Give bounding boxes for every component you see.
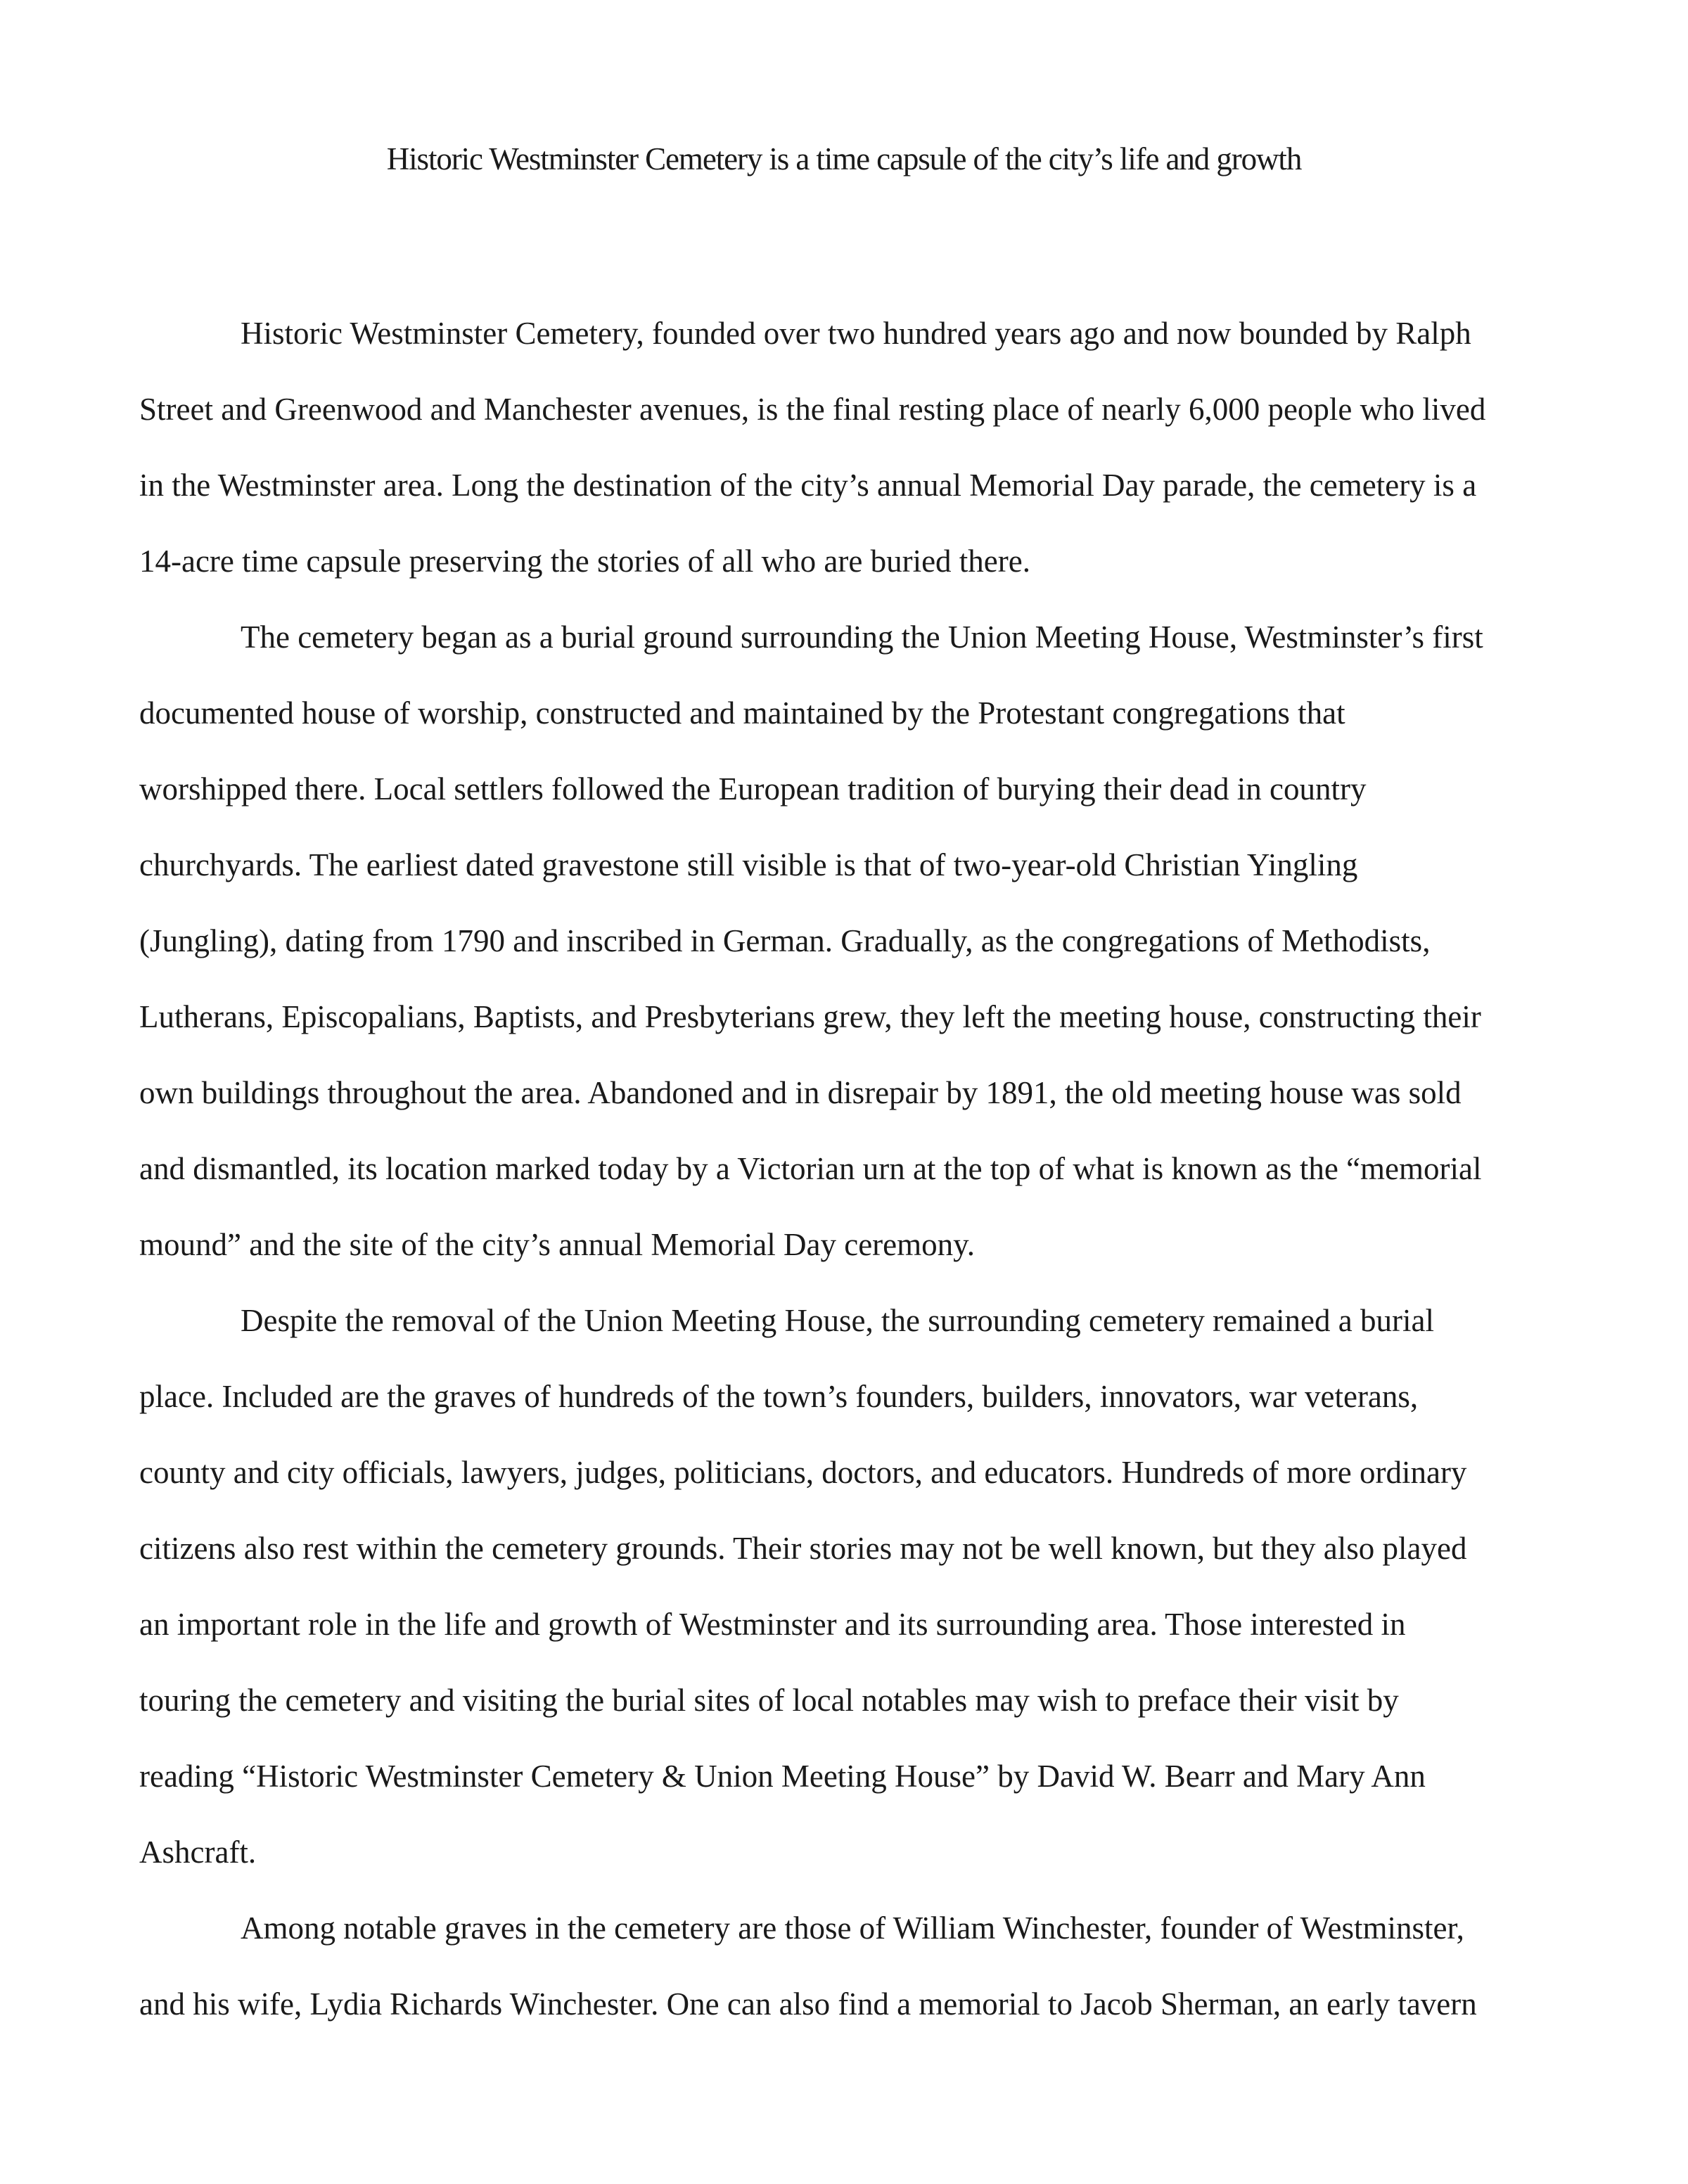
- paragraph-2-line-4: churchyards. The earliest dated gravestone still visible is that of two-year-old Christian Yingling: [139, 847, 1358, 882]
- paragraph-2-line-1: The cemetery began as a burial ground surrounding the Union Meeting House, Westminster’s first: [241, 619, 1483, 655]
- paragraph-2-line-9: mound” and the site of the city’s annual Memorial Day ceremony.: [139, 1227, 975, 1262]
- paragraph-3-line-6: touring the cemetery and visiting the burial sites of local notables may wish to preface their visit by: [139, 1683, 1399, 1718]
- paragraph-2-line-6: Lutherans, Episcopalians, Baptists, and Presbyterians grew, they left the meeting house, constructing their: [139, 999, 1481, 1034]
- paragraph-2-line-8: and dismantled, its location marked today by a Victorian urn at the top of what is known as the “memorial: [139, 1151, 1482, 1186]
- paragraph-3-line-2: place. Included are the graves of hundreds of the town’s founders, builders, innovators, war veterans,: [139, 1379, 1419, 1414]
- paragraph-3-line-7: reading “Historic Westminster Cemetery & Union Meeting House” by David W. Bearr and Mary Ann: [139, 1759, 1426, 1794]
- paragraph-4-line-2: and his wife, Lydia Richards Winchester. One can also find a memorial to Jacob Sherman, an early tavern: [139, 1986, 1477, 2022]
- document-title: Historic Westminster Cemetery is a time capsule of the city’s life and growth: [386, 141, 1302, 176]
- paragraph-1-line-3: in the Westminster area. Long the destination of the city’s annual Memorial Day parade, the cemetery is a: [139, 468, 1477, 503]
- paragraph-2-line-3: worshipped there. Local settlers followed the European tradition of burying their dead in country: [139, 771, 1367, 807]
- paragraph-3-line-8: Ashcraft.: [139, 1835, 257, 1870]
- paragraph-3-line-1: Despite the removal of the Union Meeting House, the surrounding cemetery remained a burial: [241, 1303, 1434, 1338]
- paragraph-2-line-7: own buildings throughout the area. Abandoned and in disrepair by 1891, the old meeting house was sold: [139, 1075, 1462, 1110]
- document-body: [139, 295, 1574, 2042]
- paragraph-3-line-3: county and city officials, lawyers, judges, politicians, doctors, and educators. Hundreds of more ordinary: [139, 1455, 1467, 1490]
- paragraph-4-line-1: Among notable graves in the cemetery are those of William Winchester, founder of Westminster,: [241, 1910, 1464, 1946]
- paragraph-2-line-5: (Jungling), dating from 1790 and inscribed in German. Gradually, as the congregations of Methodists,: [139, 923, 1431, 958]
- paragraph-1-line-2: Street and Greenwood and Manchester avenues, is the final resting place of nearly 6,000 people who lived: [139, 392, 1486, 427]
- paragraph-1-line-1: Historic Westminster Cemetery, founded over two hundred years ago and now bounded by Ralph: [241, 316, 1471, 351]
- paragraph-1-line-4: 14-acre time capsule preserving the stories of all who are buried there.: [139, 544, 1030, 579]
- paragraph-3-line-4: citizens also rest within the cemetery grounds. Their stories may not be well known, but they also played: [139, 1531, 1467, 1566]
- paragraph-3-line-5: an important role in the life and growth of Westminster and its surrounding area. Those interested in: [139, 1607, 1406, 1642]
- paragraph-2-line-2: documented house of worship, constructed and maintained by the Protestant congregations that: [139, 695, 1345, 731]
